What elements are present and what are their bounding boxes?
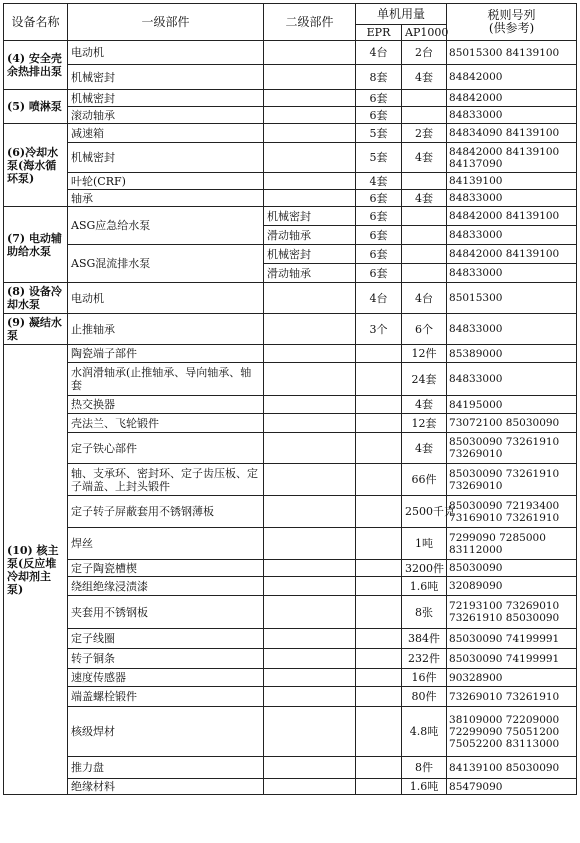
epr-usage-cell (356, 363, 402, 396)
epr-usage-cell: 5套 (356, 143, 402, 173)
tariff-code-cell: 84842000 (447, 90, 577, 107)
tariff-code-cell: 85030090 74199991 (447, 629, 577, 649)
epr-usage-cell (356, 757, 402, 779)
epr-usage-cell (356, 345, 402, 363)
level2-part-cell (264, 345, 356, 363)
level1-part-cell: 滚动轴承 (68, 107, 264, 124)
level2-part-cell (264, 577, 356, 596)
ap1000-usage-cell: 2500千克 (402, 496, 447, 528)
level2-part-cell (264, 90, 356, 107)
table-row (4, 528, 577, 560)
tariff-code-cell: 84833000 (447, 190, 577, 207)
ap1000-usage-cell: 8张 (402, 596, 447, 629)
epr-usage-cell: 6套 (356, 190, 402, 207)
ap1000-usage-cell: 4套 (402, 396, 447, 414)
tariff-code-cell: 85030090 (447, 560, 577, 577)
table-row (4, 107, 577, 124)
level1-part-cell: 轴承 (68, 190, 264, 207)
header-epr: EPR (356, 25, 402, 41)
level2-part-cell (264, 707, 356, 757)
table-row (4, 649, 577, 669)
table-row (4, 345, 577, 363)
ap1000-usage-cell: 6个 (402, 314, 447, 345)
tariff-code-cell: 84139100 85030090 (447, 757, 577, 779)
epr-usage-cell (356, 596, 402, 629)
level1-part-cell: 壳法兰、飞轮锻件 (68, 414, 264, 433)
epr-usage-cell: 6套 (356, 245, 402, 264)
epr-usage-cell: 4台 (356, 41, 402, 65)
level2-part-cell (264, 649, 356, 669)
device-name-cell: (8) 设备冷却水泵 (4, 283, 68, 314)
device-name-cell: (6)冷却水泵(海水循环泵) (4, 124, 68, 207)
level2-part-cell (264, 143, 356, 173)
level2-part-cell (264, 283, 356, 314)
epr-usage-cell (356, 707, 402, 757)
table-row (4, 245, 577, 264)
level1-part-cell: ASG应急给水泵 (68, 207, 264, 245)
tariff-code-cell: 90328900 (447, 669, 577, 687)
level2-part-cell (264, 433, 356, 464)
table-row (4, 143, 577, 173)
epr-usage-cell: 5套 (356, 124, 402, 143)
level2-part-cell (264, 779, 356, 795)
epr-usage-cell (356, 649, 402, 669)
table-row (4, 757, 577, 779)
epr-usage-cell: 6套 (356, 226, 402, 245)
header-ap1000: AP1000 (402, 25, 447, 41)
table-row (4, 173, 577, 190)
device-name-cell: (4) 安全壳余热排出泵 (4, 41, 68, 90)
epr-usage-cell: 8套 (356, 65, 402, 90)
epr-usage-cell: 6套 (356, 90, 402, 107)
level1-part-cell: 夹套用不锈钢板 (68, 596, 264, 629)
level2-part-cell: 滑动轴承 (264, 264, 356, 283)
level2-part-cell (264, 414, 356, 433)
tariff-code-cell: 84834090 84139100 (447, 124, 577, 143)
level2-part-cell (264, 596, 356, 629)
table-row (4, 687, 577, 707)
device-name-cell: (9) 凝结水泵 (4, 314, 68, 345)
tariff-code-cell: 85030090 72193400 73169010 73261910 (447, 496, 577, 528)
level1-part-cell: 焊丝 (68, 528, 264, 560)
level2-part-cell (264, 669, 356, 687)
level1-part-cell: 定子线圈 (68, 629, 264, 649)
level2-part-cell (264, 314, 356, 345)
level1-part-cell: 核级焊材 (68, 707, 264, 757)
tariff-code-cell: 73072100 85030090 (447, 414, 577, 433)
tariff-code-cell: 84842000 84139100 (447, 245, 577, 264)
ap1000-usage-cell: 4台 (402, 283, 447, 314)
header-usage: 单机用量 (356, 4, 447, 25)
level1-part-cell: 定子陶瓷槽楔 (68, 560, 264, 577)
ap1000-usage-cell (402, 207, 447, 226)
level2-part-cell (264, 757, 356, 779)
epr-usage-cell (356, 433, 402, 464)
header-level2: 二级部件 (264, 4, 356, 41)
level2-part-cell (264, 629, 356, 649)
level2-part-cell (264, 496, 356, 528)
level1-part-cell: 定子转子屏蔽套用不锈钢薄板 (68, 496, 264, 528)
epr-usage-cell (356, 496, 402, 528)
ap1000-usage-cell: 4套 (402, 143, 447, 173)
ap1000-usage-cell: 12套 (402, 414, 447, 433)
ap1000-usage-cell (402, 173, 447, 190)
ap1000-usage-cell: 66件 (402, 464, 447, 496)
epr-usage-cell (356, 414, 402, 433)
tariff-code-cell: 85030090 73261910 73269010 (447, 433, 577, 464)
level1-part-cell: 热交换器 (68, 396, 264, 414)
level2-part-cell (264, 687, 356, 707)
ap1000-usage-cell (402, 90, 447, 107)
tariff-code-cell: 85389000 (447, 345, 577, 363)
level2-part-cell (264, 560, 356, 577)
ap1000-usage-cell: 232件 (402, 649, 447, 669)
level2-part-cell: 滑动轴承 (264, 226, 356, 245)
ap1000-usage-cell (402, 226, 447, 245)
tariff-code-cell: 84842000 84139100 84137090 (447, 143, 577, 173)
tariff-code-cell: 84139100 (447, 173, 577, 190)
level1-part-cell: 减速箱 (68, 124, 264, 143)
header-level1: 一级部件 (68, 4, 264, 41)
ap1000-usage-cell: 2台 (402, 41, 447, 65)
level1-part-cell: 机械密封 (68, 90, 264, 107)
level1-part-cell: 叶轮(CRF) (68, 173, 264, 190)
level1-part-cell: 定子铁心部件 (68, 433, 264, 464)
level1-part-cell: 推力盘 (68, 757, 264, 779)
ap1000-usage-cell: 24套 (402, 363, 447, 396)
tariff-code-cell: 84833000 (447, 264, 577, 283)
tariff-code-cell: 84195000 (447, 396, 577, 414)
tariff-code-cell: 84842000 (447, 65, 577, 90)
epr-usage-cell (356, 528, 402, 560)
epr-usage-cell: 6套 (356, 207, 402, 226)
level2-part-cell (264, 396, 356, 414)
table-row (4, 669, 577, 687)
ap1000-usage-cell (402, 107, 447, 124)
level1-part-cell: ASG混流排水泵 (68, 245, 264, 283)
level1-part-cell: 电动机 (68, 41, 264, 65)
tariff-code-cell: 84833000 (447, 314, 577, 345)
level1-part-cell: 绕组绝缘浸渍漆 (68, 577, 264, 596)
table-row (4, 314, 577, 345)
ap1000-usage-cell: 1吨 (402, 528, 447, 560)
table-row (4, 577, 577, 596)
ap1000-usage-cell: 16件 (402, 669, 447, 687)
ap1000-usage-cell: 8件 (402, 757, 447, 779)
header-device: 设备名称 (4, 4, 68, 41)
level2-part-cell (264, 173, 356, 190)
table-row (4, 433, 577, 464)
level1-part-cell: 电动机 (68, 283, 264, 314)
table-row (4, 207, 577, 226)
ap1000-usage-cell (402, 264, 447, 283)
epr-usage-cell: 3个 (356, 314, 402, 345)
level1-part-cell: 机械密封 (68, 143, 264, 173)
ap1000-usage-cell: 4套 (402, 190, 447, 207)
table-row (4, 596, 577, 629)
table-row (4, 283, 577, 314)
level2-part-cell (264, 65, 356, 90)
table-row (4, 779, 577, 795)
level1-part-cell: 轴、支承环、密封环、定子齿压板、定子端盖、上封头锻件 (68, 464, 264, 496)
tariff-code-cell: 85030090 74199991 (447, 649, 577, 669)
epr-usage-cell (356, 669, 402, 687)
table-row (4, 629, 577, 649)
device-name-cell: (7) 电动辅助给水泵 (4, 207, 68, 283)
tariff-code-cell: 38109000 72209000 72299090 75051200 75052200 83113000 (447, 707, 577, 757)
epr-usage-cell: 4台 (356, 283, 402, 314)
tariff-code-cell: 85015300 84139100 (447, 41, 577, 65)
epr-usage-cell: 6套 (356, 107, 402, 124)
ap1000-usage-cell: 2套 (402, 124, 447, 143)
table-row (4, 65, 577, 90)
table-row (4, 190, 577, 207)
level2-part-cell (264, 464, 356, 496)
tariff-code-cell: 7299090 7285000 83112000 (447, 528, 577, 560)
level1-part-cell: 转子铜条 (68, 649, 264, 669)
table-row (4, 464, 577, 496)
table-row (4, 496, 577, 528)
table-row (4, 124, 577, 143)
level2-part-cell (264, 107, 356, 124)
ap1000-usage-cell: 3200件 (402, 560, 447, 577)
tariff-code-cell: 72193100 73269010 73261910 85030090 (447, 596, 577, 629)
header-tariff-line1: 税则号列 (487, 8, 536, 22)
table-body (4, 41, 577, 795)
ap1000-usage-cell: 4套 (402, 65, 447, 90)
level2-part-cell: 机械密封 (264, 245, 356, 264)
table-row (4, 396, 577, 414)
tariff-code-cell: 73269010 73261910 (447, 687, 577, 707)
level2-part-cell (264, 124, 356, 143)
ap1000-usage-cell: 1.6吨 (402, 779, 447, 795)
epr-usage-cell: 6套 (356, 264, 402, 283)
epr-usage-cell (356, 464, 402, 496)
tariff-code-cell: 84833000 (447, 363, 577, 396)
level1-part-cell: 端盖螺栓锻件 (68, 687, 264, 707)
level1-part-cell: 陶瓷端子部件 (68, 345, 264, 363)
ap1000-usage-cell: 80件 (402, 687, 447, 707)
table-row (4, 363, 577, 396)
table-row (4, 90, 577, 107)
ap1000-usage-cell: 384件 (402, 629, 447, 649)
header-tariff-line2: (供参考) (488, 21, 535, 35)
table-row (4, 414, 577, 433)
level1-part-cell: 止推轴承 (68, 314, 264, 345)
epr-usage-cell (356, 687, 402, 707)
ap1000-usage-cell: 4.8吨 (402, 707, 447, 757)
table-row (4, 560, 577, 577)
epr-usage-cell (356, 560, 402, 577)
epr-usage-cell (356, 779, 402, 795)
ap1000-usage-cell: 12件 (402, 345, 447, 363)
epr-usage-cell (356, 396, 402, 414)
tariff-code-cell: 32089090 (447, 577, 577, 596)
device-name-cell: (5) 喷淋泵 (4, 90, 68, 124)
tariff-code-cell: 85030090 73261910 73269010 (447, 464, 577, 496)
tariff-table (3, 3, 577, 795)
epr-usage-cell (356, 577, 402, 596)
level1-part-cell: 机械密封 (68, 65, 264, 90)
ap1000-usage-cell (402, 245, 447, 264)
level2-part-cell (264, 190, 356, 207)
level1-part-cell: 速度传感器 (68, 669, 264, 687)
level1-part-cell: 绝缘材料 (68, 779, 264, 795)
level2-part-cell (264, 528, 356, 560)
tariff-code-cell: 85015300 (447, 283, 577, 314)
epr-usage-cell (356, 629, 402, 649)
device-name-cell: (10) 核主泵(反应堆冷却剂主泵) (4, 345, 68, 795)
level1-part-cell: 水润滑轴承(止推轴承、导向轴承、轴套 (68, 363, 264, 396)
table-row (4, 41, 577, 65)
tariff-code-cell: 84833000 (447, 226, 577, 245)
level2-part-cell (264, 41, 356, 65)
ap1000-usage-cell: 4套 (402, 433, 447, 464)
tariff-code-cell: 84842000 84139100 (447, 207, 577, 226)
tariff-code-cell: 85479090 (447, 779, 577, 795)
level2-part-cell: 机械密封 (264, 207, 356, 226)
ap1000-usage-cell: 1.6吨 (402, 577, 447, 596)
header-tariff (447, 4, 577, 41)
tariff-code-cell: 84833000 (447, 107, 577, 124)
epr-usage-cell: 4套 (356, 173, 402, 190)
table-row (4, 707, 577, 757)
level2-part-cell (264, 363, 356, 396)
